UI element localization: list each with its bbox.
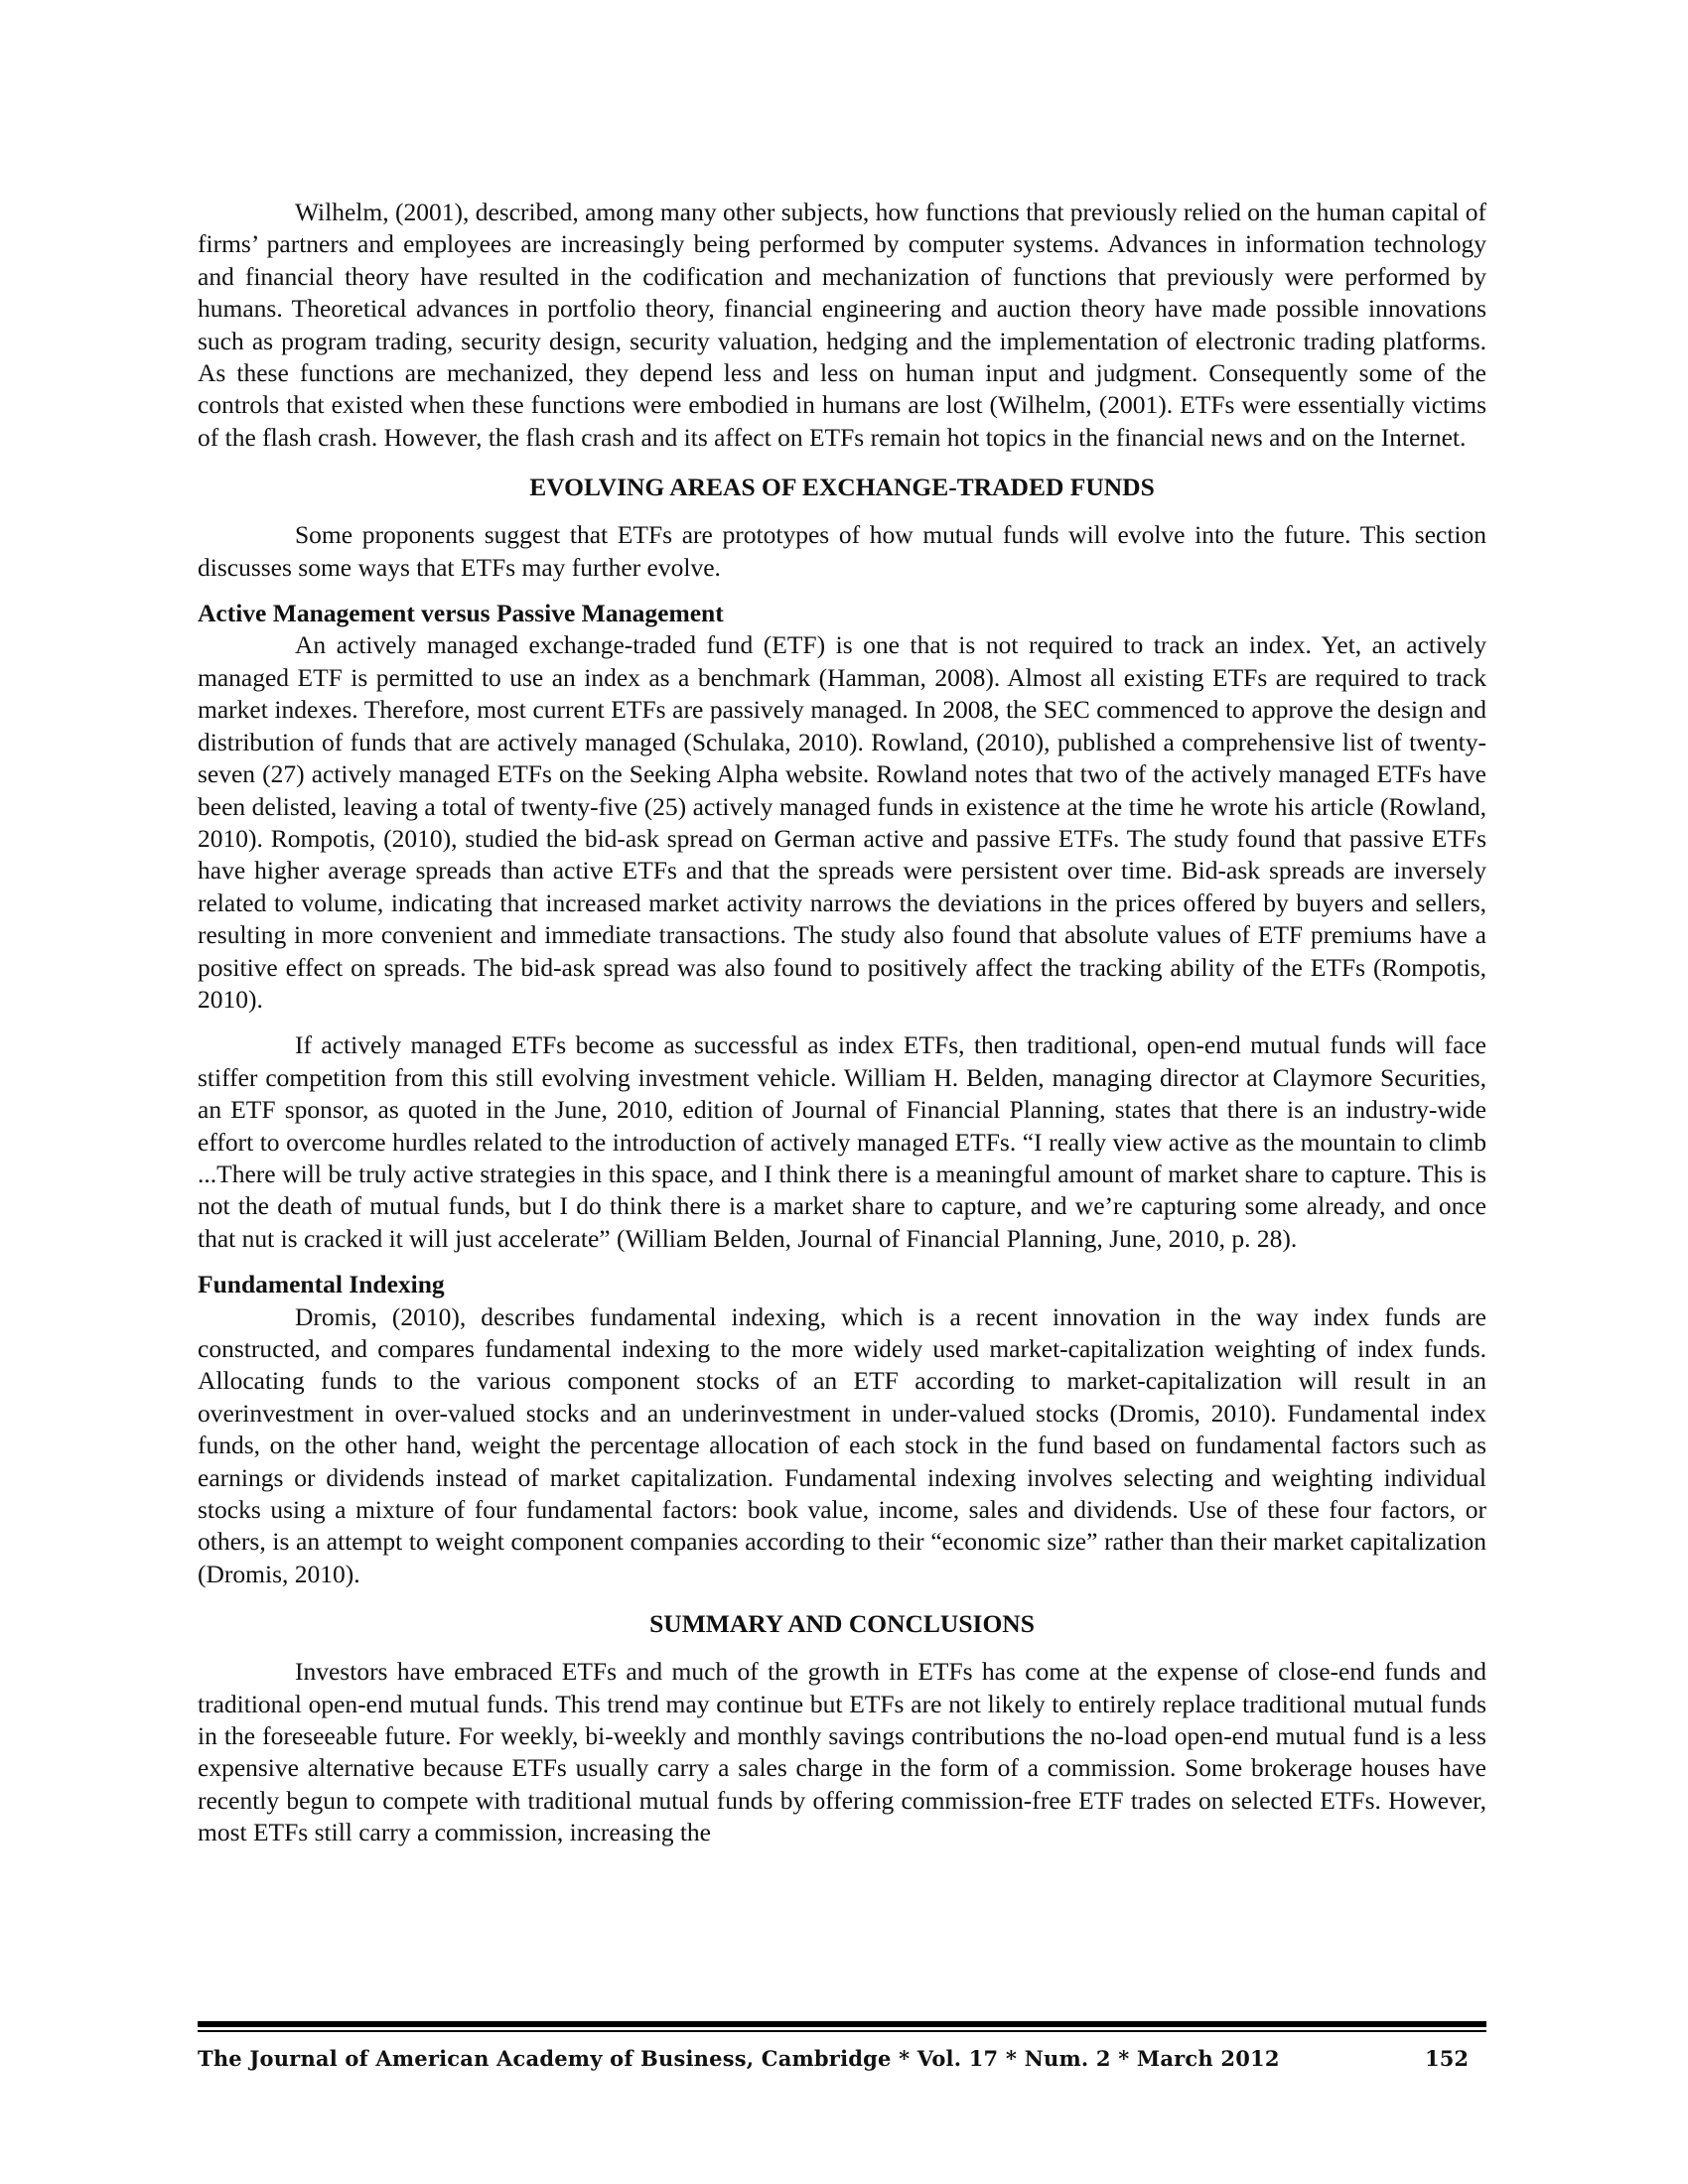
page-body: [198, 197, 1486, 1849]
body-paragraph-fundamental: Dromis, (2010), describes fundamental indexing, which is a recent innovation in the way index funds are constructed, and compares fundamental indexing to the more widely used market-capitalization weighting of index funds. Allocating funds to the various component stocks of an ETF according to market-capitalization will result in an overinvestment in over-valued stocks and an underinvestment in under-valued stocks (Dromis, 2010). Fundamental index funds, on the other hand, weight the percentage allocation of each stock in the fund based on fundamental factors such as earnings or dividends instead of market capitalization. Fundamental indexing involves selecting and weighting individual stocks using a mixture of four fundamental factors: book value, income, sales and dividends. Use of these four factors, or others, is an attempt to weight component companies according to their “economic size” rather than their market capitalization (Dromis, 2010).: [198, 1301, 1486, 1588]
footer-journal-citation: The Journal of American Academy of Business, Cambridge * Vol. 17 * Num. 2 * March 2012: [198, 2046, 1280, 2071]
page-footer: [198, 2045, 1486, 2073]
body-paragraph-wilhelm: Wilhelm, (2001), described, among many other subjects, how functions that previously relied on the human capital of firms’ partners and employees are increasingly being performed by computer systems. Advances in information technology and financial theory have resulted in the codification and mechanization of functions that previously were performed by humans. Theoretical advances in portfolio theory, financial engineering and auction theory have made possible innovations such as program trading, security design, security valuation, hedging and the implementation of electronic trading platforms. As these functions are mechanized, they depend less and less on human input and judgment. Consequently some of the controls that existed when these functions were embodied in humans are lost (Wilhelm, (2001). ETFs were essentially victims of the flash crash. However, the flash crash and its affect on ETFs remain hot topics in the financial news and on the Internet.: [198, 198, 1487, 452]
body-paragraph-active-1: An actively managed exchange-traded fund (ETF) is one that is not required to track an index. Yet, an actively managed ETF is permitted to use an index as a benchmark (Hamman, 2008). Almost all existing ETFs are required to track market indexes. Therefore, most current ETFs are passively managed. In 2008, the SEC commenced to approve the design and distribution of funds that are actively managed (Schulaka, 2010). Rowland, (2010), published a comprehensive list of twenty-seven (27) actively managed ETFs on the Seeking Alpha website. Rowland notes that two of the actively managed ETFs have been delisted, leaving a total of twenty-five (25) actively managed funds in existence at the time he wrote his article (Rowland, 2010). Rompotis, (2010), studied the bid-ask spread on German active and passive ETFs. The study found that passive ETFs have higher average spreads than active ETFs and that the spreads were persistent over time. Bid-ask spreads are inversely related to volume, indicating that increased market activity narrows the deviations in the prices offered by buyers and sellers, resulting in more convenient and immediate transactions. The study also found that absolute values of ETF premiums have a positive effect on spreads. The bid-ask spread was also found to positively affect the tracking ability of the ETFs (Rompotis, 2010).: [198, 630, 1486, 1014]
body-paragraph-active-2: If actively managed ETFs become as successful as index ETFs, then traditional, open-end mutual funds will face stiffer competition from this still evolving investment vehicle. William H. Belden, managing director at Claymore Securities, an ETF sponsor, as quoted in the June, 2010, edition of Journal of Financial Planning, states that there is an industry-wide effort to overcome hurdles related to the introduction of actively managed ETFs. “I really view active as the mountain to climb ...There will be truly active strategies in this space, and I think there is a meaningful amount of market share to capture. This is not the death of mutual funds, but I do think there is a market share to capture, and we’re capturing some already, and once that nut is cracked it will just accelerate” (William Belden, Journal of Financial Planning, June, 2010, p. 28).: [198, 1030, 1486, 1253]
section-heading-summary: SUMMARY AND CONCLUSIONS: [649, 1609, 1035, 1639]
body-paragraph-summary: Investors have embraced ETFs and much of the growth in ETFs has come at the expense of close-end funds and traditional open-end mutual funds. This trend may continue but ETFs are not likely to entirely replace traditional mutual funds in the foreseeable future. For weekly, bi-weekly and monthly savings contributions the no-load open-end mutual fund is a less expensive alternative because ETFs usually carry a sales charge in the form of a commission. Some brokerage houses have recently begun to compete with traditional mutual funds by offering commission-free ETF trades on selected ETFs. However, most ETFs still carry a commission, increasing the: [198, 1657, 1486, 1847]
section-heading-evolving: EVOLVING AREAS OF EXCHANGE-TRADED FUNDS: [529, 473, 1155, 502]
footer-divider: [198, 2021, 1486, 2032]
page-number: 152: [1425, 2046, 1469, 2071]
subsection-heading-active-management: Active Management versus Passive Management: [198, 599, 724, 628]
footer-rule-thick: [198, 2021, 1486, 2027]
footer-rule-thin: [198, 2030, 1486, 2032]
subsection-heading-fundamental-indexing: Fundamental Indexing: [198, 1270, 445, 1299]
body-paragraph-evolving-intro: Some proponents suggest that ETFs are prototypes of how mutual funds will evolve into the future. This section discusses some ways that ETFs may further evolve.: [198, 520, 1486, 582]
